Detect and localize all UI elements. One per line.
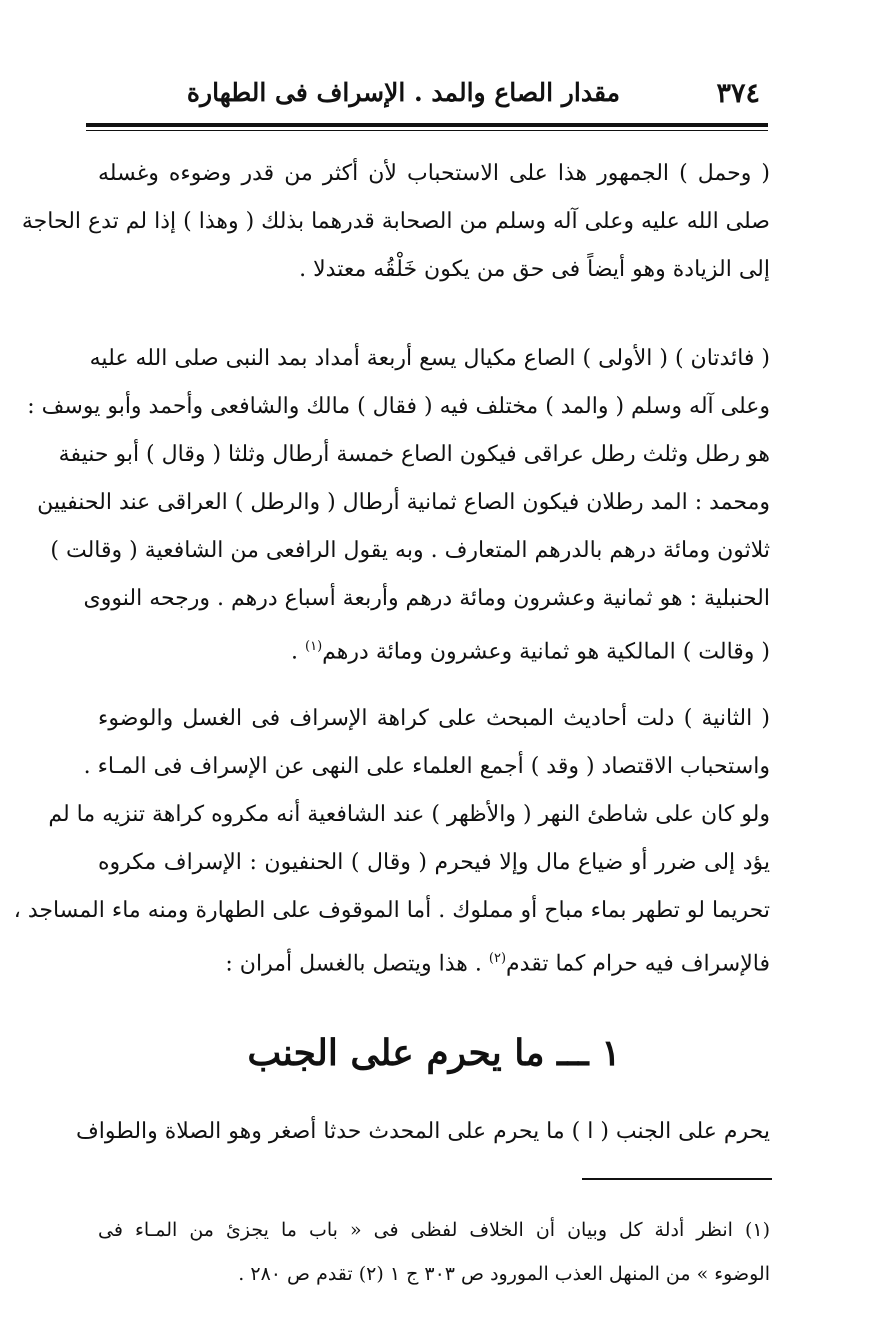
text-line: ومحمد : المد رطلان فيكون الصاع ثمانية أرطال ( والرطل ) العراقى عند الحنفيين — [37, 490, 770, 515]
text-line-content: . هذا ويتصل بالغسل أمران : — [225, 951, 482, 977]
paragraph-carrying-interpretation — [21, 150, 770, 294]
text-line-content: فالإسراف فيه حرام كما تقدم — [506, 951, 770, 977]
header-rule — [86, 123, 768, 127]
text-line: وعلى آله وسلم ( والمد ) مختلف فيه ( فقال ) مالك والشافعى وأحمد وأبو يوسف : — [27, 394, 770, 419]
footnote-line: الوضوء » من المنهل العذب المورود ص ٣٠٣ ج ١ (٢) تقدم ص ٢٨٠ . — [238, 1263, 770, 1285]
page-number: ٣٧٤ — [716, 78, 760, 109]
text-line: يحرم على الجنب ( ا ) ما يحرم على المحدث حدثا أصغر وهو الصلاة والطواف — [75, 1119, 770, 1144]
text-line: ولو كان على شاطئ النهر ( والأظهر ) عند الشافعية أنه مكروه كراهة تنزيه ما لم — [48, 802, 770, 827]
text-line: صلى الله عليه وعلى آله وسلم من الصحابة قدرهما بذلك ( وهذا ) إذا لم تدع الحاجة — [21, 209, 770, 234]
footnote-ref-2: (٢) — [488, 951, 507, 966]
text-line — [98, 935, 770, 983]
text-line-content: ( وقالت ) المالكية هو ثمانية وعشرون ومائة درهم — [322, 639, 770, 665]
section-heading: ١ ـــ ما يحرم على الجنب — [247, 1032, 621, 1074]
footnote-line: (١) انظر أدلة كل وبيان أن الخلاف لفظى فى « باب ما يجزئ من المـاء فى — [98, 1219, 770, 1241]
text-line: واستحباب الاقتصاد ( وقد ) أجمع العلماء على النهى عن الإسراف فى المـاء . — [83, 754, 770, 779]
paragraph-two-benefits — [27, 335, 770, 671]
text-line: يؤد إلى ضرر أو ضياع مال وإلا فيحرم ( وقال ) الحنفيون : الإسراف مكروه — [98, 850, 770, 875]
text-line: ( وحمل ) الجمهور هذا على الاستحباب لأن أكثر من قدر وضوءه وغسله — [98, 161, 770, 186]
page-header — [90, 72, 770, 116]
text-line: تحريما لو تطهر بماء مباح أو مملوك . أما الموقوف على الطهارة ومنه ماء المساجد ، — [13, 898, 770, 923]
text-line: الحنبلية : هو ثمانية وعشرون ومائة درهم وأربعة أسباع درهم . ورجحه النووى — [83, 586, 770, 611]
text-line: إلى الزيادة وهو أيضاً فى حق من يكون خَلْقُه معتدلا . — [299, 257, 770, 282]
text-line: ثلاثون ومائة درهم بالدرهم المتعارف . وبه يقول الرافعى من الشافعية ( وقالت ) — [50, 538, 770, 563]
header-rule-thin — [86, 130, 768, 131]
text-line: ( وقالت ) المالكية هو ثمانية وعشرون ومائة درهم$^{(١)}$ . — [291, 639, 770, 665]
paragraph-second-benefit — [13, 695, 770, 983]
running-title: مقدار الصاع والمد . الإسراف فى الطهارة — [186, 78, 620, 107]
footnote-rule — [582, 1178, 772, 1180]
footnotes — [98, 1208, 770, 1296]
text-line: ( فائدتان ) ( الأولى ) الصاع مكيال يسع أربعة أمداد بمد النبى صلى الله عليه — [89, 346, 770, 371]
text-line: ( الثانية ) دلت أحاديث المبحث على كراهة الإسراف فى الغسل والوضوء — [98, 706, 770, 731]
paragraph-prohibitions — [75, 1108, 770, 1156]
footnote-ref-1: (١) — [305, 639, 323, 654]
text-line: هو رطل وثلث رطل عراقى فيكون الصاع خمسة أرطال وثلثا ( وقال ) أبو حنيفة — [58, 442, 770, 467]
